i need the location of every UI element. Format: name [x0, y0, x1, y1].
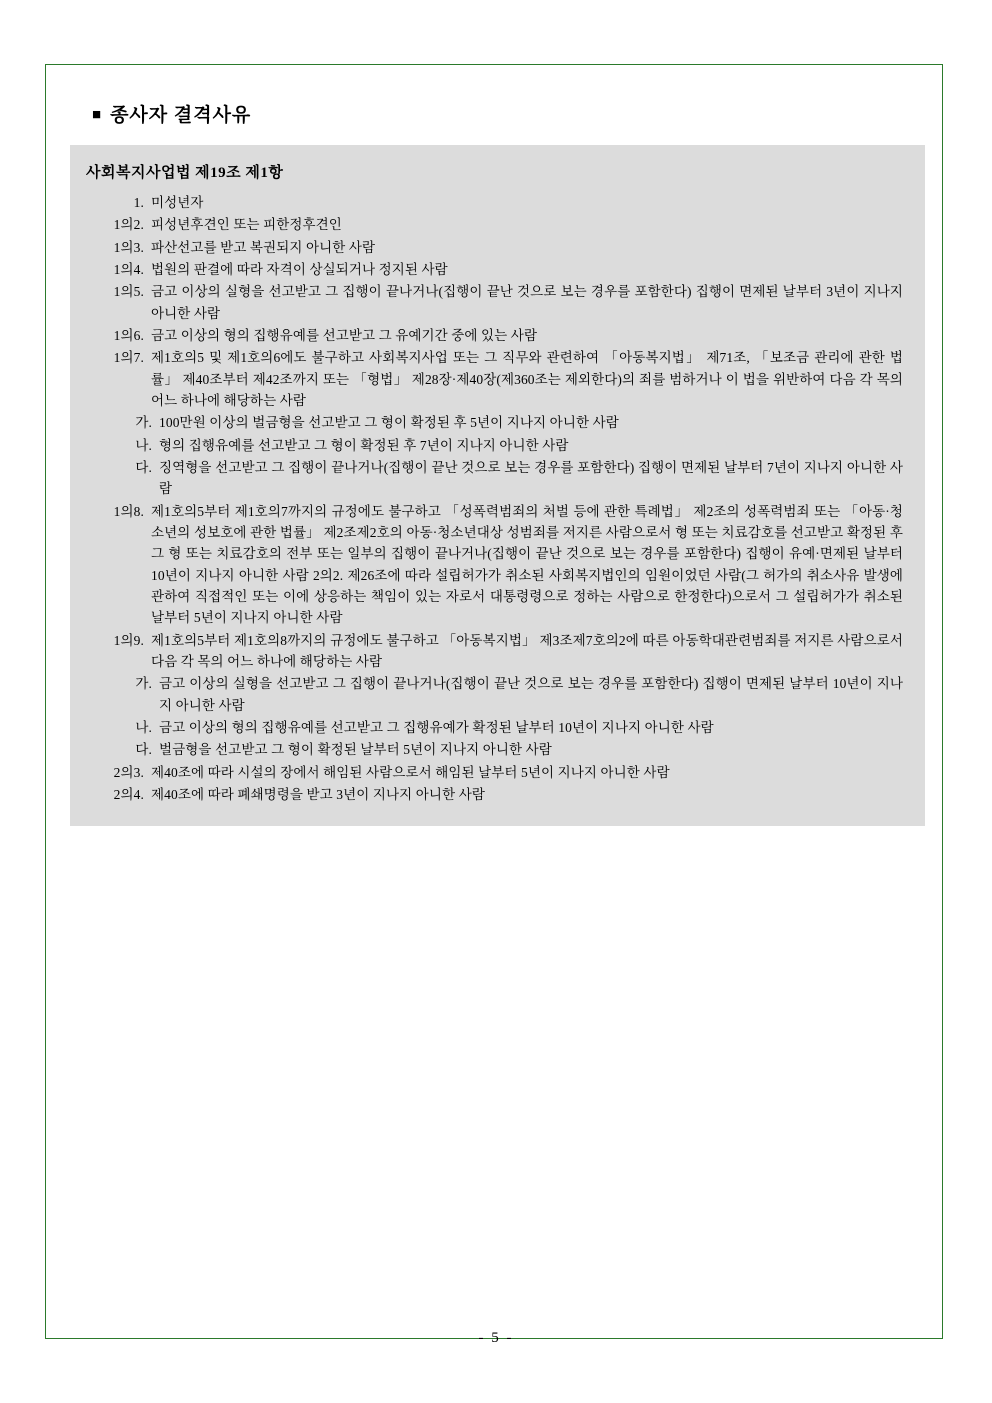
law-item [84, 739, 903, 760]
law-title: 사회복지사업법 제19조 제1항 [86, 165, 284, 181]
law-item-number: 1의9. [113, 632, 144, 648]
law-item-number: 1의7. [113, 350, 144, 366]
law-item [84, 784, 903, 805]
law-item [84, 325, 903, 346]
law-item [84, 192, 903, 213]
law-item-text: 제1호의5부터 제1호의8까지의 규정에도 불구하고 「아동복지법」 제3조제7호의2에 따른 아동학대관련범죄를 저지른 사람으로서 다음 각 목의 어느 하나에 해당하는 사람 [151, 632, 903, 669]
law-item-number: 1의2. [113, 217, 144, 233]
law-item-text: 미성년자 [151, 195, 204, 210]
law-item-number: 다. [135, 459, 152, 475]
page-title-text: 종사자 결격사유 [110, 105, 252, 126]
law-item-text: 법원의 판결에 따라 자격이 상실되거나 정지된 사람 [151, 261, 448, 277]
law-item-text: 제1호의5부터 제1호의7까지의 규정에도 불구하고 「성폭력범죄의 처벌 등에 관한 특례법」 제2조의 성폭력범죄 또는 「아동·청소년의 성보호에 관한 법률」 제2조제2호의 아동·청소년대상 성범죄를 저지른 사람으로서 형 또는 치료감호를 선고받고 확정된 후 그 형 또는 치료감호의 전부 또는 일부의 집행이 끝나거나(집행이 끝난 것으로 보는 경우를 포함한다) 집행이 유예·면제된 날부터 10년이 지나지 아니한 사람 2의2. 제26조에 따라 설립허가가 취소된 사회복지법인의 임원이었던 사람(그 허가의 취소사유 발생에 관하여 직접적인 또는 이에 상응하는 책임이 있는 자로서 대통령령으로 정하는 사람으로 한정한다)으로서 그 설립허가가 취소된 날부터 5년이 지나지 아니한 사람 [151, 503, 903, 626]
law-item-text: 금고 이상의 형의 집행유예를 선고받고 그 유예기간 중에 있는 사람 [151, 327, 538, 343]
law-item-number: 1의6. [113, 327, 144, 343]
law-item [84, 762, 903, 783]
law-item-list [84, 192, 903, 805]
law-item-number: 나. [135, 719, 152, 735]
law-item [84, 259, 903, 280]
law-item-text: 형의 집행유예를 선고받고 그 형이 확정된 후 7년이 지나지 아니한 사람 [159, 437, 569, 453]
square-bullet-icon: ■ [92, 107, 103, 123]
law-item [84, 717, 903, 738]
law-item [84, 501, 903, 629]
law-item-text: 피성년후견인 또는 피한정후견인 [151, 217, 342, 233]
law-item [84, 457, 903, 500]
law-item-text: 금고 이상의 실형을 선고받고 그 집행이 끝나거나(집행이 끝난 것으로 보는 경우를 포함한다) 집행이 면제된 날부터 10년이 지나지 아니한 사람 [159, 676, 903, 713]
law-item-number: 가. [135, 676, 152, 692]
law-item-text: 제40조에 따라 시설의 장에서 해임된 사람으로서 해임된 날부터 5년이 지나지 아니한 사람 [151, 764, 670, 780]
law-item-number: 다. [135, 742, 152, 758]
law-item [84, 412, 903, 433]
law-item [84, 673, 903, 716]
law-item [84, 281, 903, 324]
law-item-text: 금고 이상의 실형을 선고받고 그 집행이 끝나거나(집행이 끝난 것으로 보는 경우를 포함한다) 집행이 면제된 날부터 3년이 지나지 아니한 사람 [151, 284, 903, 321]
law-item-text: 징역형을 선고받고 그 집행이 끝나거나(집행이 끝난 것으로 보는 경우를 포함한다) 집행이 면제된 날부터 7년이 지나지 아니한 사람 [159, 459, 903, 497]
law-item [84, 630, 903, 673]
law-item-text: 금고 이상의 형의 집행유예를 선고받고 그 집행유예가 확정된 날부터 10년이 지나지 아니한 사람 [159, 719, 714, 735]
law-item-number: 2의3. [113, 764, 144, 780]
law-item [84, 237, 903, 258]
law-item-number: 가. [135, 415, 152, 431]
page-title [92, 100, 925, 127]
law-item-number: 1의8. [113, 503, 144, 519]
law-item-text: 제40조에 따라 폐쇄명령을 받고 3년이 지나지 아니한 사람 [151, 786, 485, 802]
law-item-text: 파산선고를 받고 복권되지 아니한 사람 [151, 239, 376, 255]
law-item [84, 214, 903, 235]
law-item [84, 435, 903, 456]
law-item-text: 100만원 이상의 벌금형을 선고받고 그 형이 확정된 후 5년이 지나지 아니한 사람 [159, 415, 619, 431]
law-item-text: 벌금형을 선고받고 그 형이 확정된 날부터 5년이 지나지 아니한 사람 [159, 742, 552, 758]
page-number: - 5 - [478, 1330, 514, 1346]
law-item-number: 1의4. [113, 261, 144, 277]
law-item-text: 제1호의5 및 제1호의6에도 불구하고 사회복지사업 또는 그 직무와 관련하여 「아동복지법」 제71조, 「보조금 관리에 관한 법률」 제40조부터 제42조까지 또는 「형법」 제28장·제40장(제360조는 제외한다)의 죄를 범하거나 이 법을 위반하여 다음 각 목의 어느 하나에 해당하는 사람 [151, 350, 903, 408]
law-item-number: 나. [135, 437, 152, 453]
law-item-number: 2의4. [113, 786, 144, 802]
law-item-number: 1의5. [113, 284, 144, 300]
law-item-number: 1. [133, 195, 144, 210]
law-citation-box [70, 145, 925, 826]
law-item-number: 1의3. [113, 239, 144, 255]
document-content [70, 88, 925, 826]
law-item [84, 347, 903, 411]
